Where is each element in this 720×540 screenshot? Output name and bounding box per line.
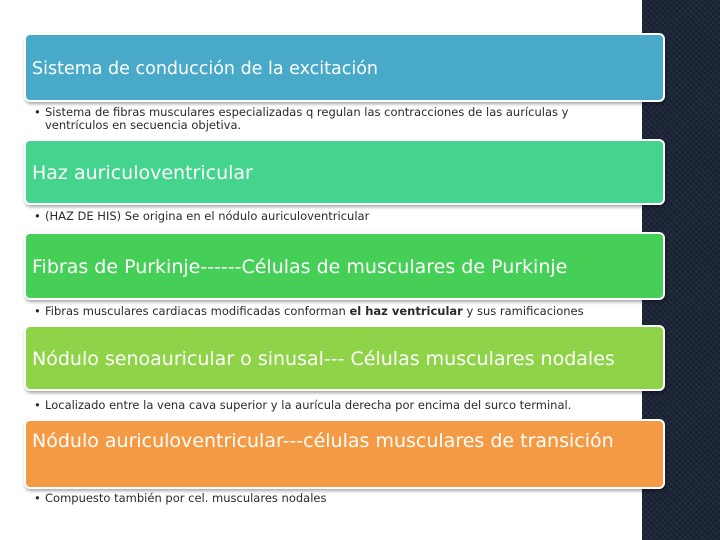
bullet-item xyxy=(33,210,633,223)
bullet-icon: • xyxy=(34,398,41,412)
section-title: Sistema de conducción de la excitación xyxy=(32,59,379,79)
section-title: Nódulo senoauricular o sinusal--- Células musculares nodales xyxy=(32,348,615,370)
bullet-icon: • xyxy=(34,491,41,505)
bullet-text-bold: el haz ventricular xyxy=(349,304,463,318)
section-title: Haz auriculoventricular xyxy=(32,162,253,184)
section-header-nodulo-senoauricular xyxy=(24,325,665,391)
bullet-item xyxy=(33,399,633,412)
section-header-sistema-conduccion xyxy=(24,33,665,102)
section-title: Fibras de Purkinje------Células de musculares de Purkinje xyxy=(32,256,568,278)
bullet-text: Compuesto también por cel. musculares nodales xyxy=(45,491,327,505)
section-header-fibras-purkinje xyxy=(24,232,665,300)
bullet-text-before: Fibras musculares cardiacas modificadas conforman xyxy=(45,304,350,318)
bullet-icon: • xyxy=(34,209,41,223)
bullet-text-after: y sus ramificaciones xyxy=(462,304,584,318)
bullet-text: (HAZ DE HIS) Se origina en el nódulo auriculoventricular xyxy=(45,209,370,223)
bullet-item xyxy=(33,492,633,505)
section-header-haz-auriculoventricular xyxy=(24,139,665,205)
bullet-text: Sistema de fibras musculares especializadas q regulan las contracciones de las aurículas y ventrículos en secuencia objetiva. xyxy=(45,105,569,132)
section-header-nodulo-auriculoventricular xyxy=(24,419,665,489)
bullet-icon: • xyxy=(34,105,41,119)
bullet-icon: • xyxy=(34,304,41,318)
bullet-item xyxy=(33,305,633,318)
section-title: Nódulo auriculoventricular---células musculares de transición xyxy=(32,430,614,452)
bullet-item xyxy=(33,106,633,132)
bullet-text: Localizado entre la vena cava superior y la aurícula derecha por encima del surco terminal. xyxy=(45,398,572,412)
